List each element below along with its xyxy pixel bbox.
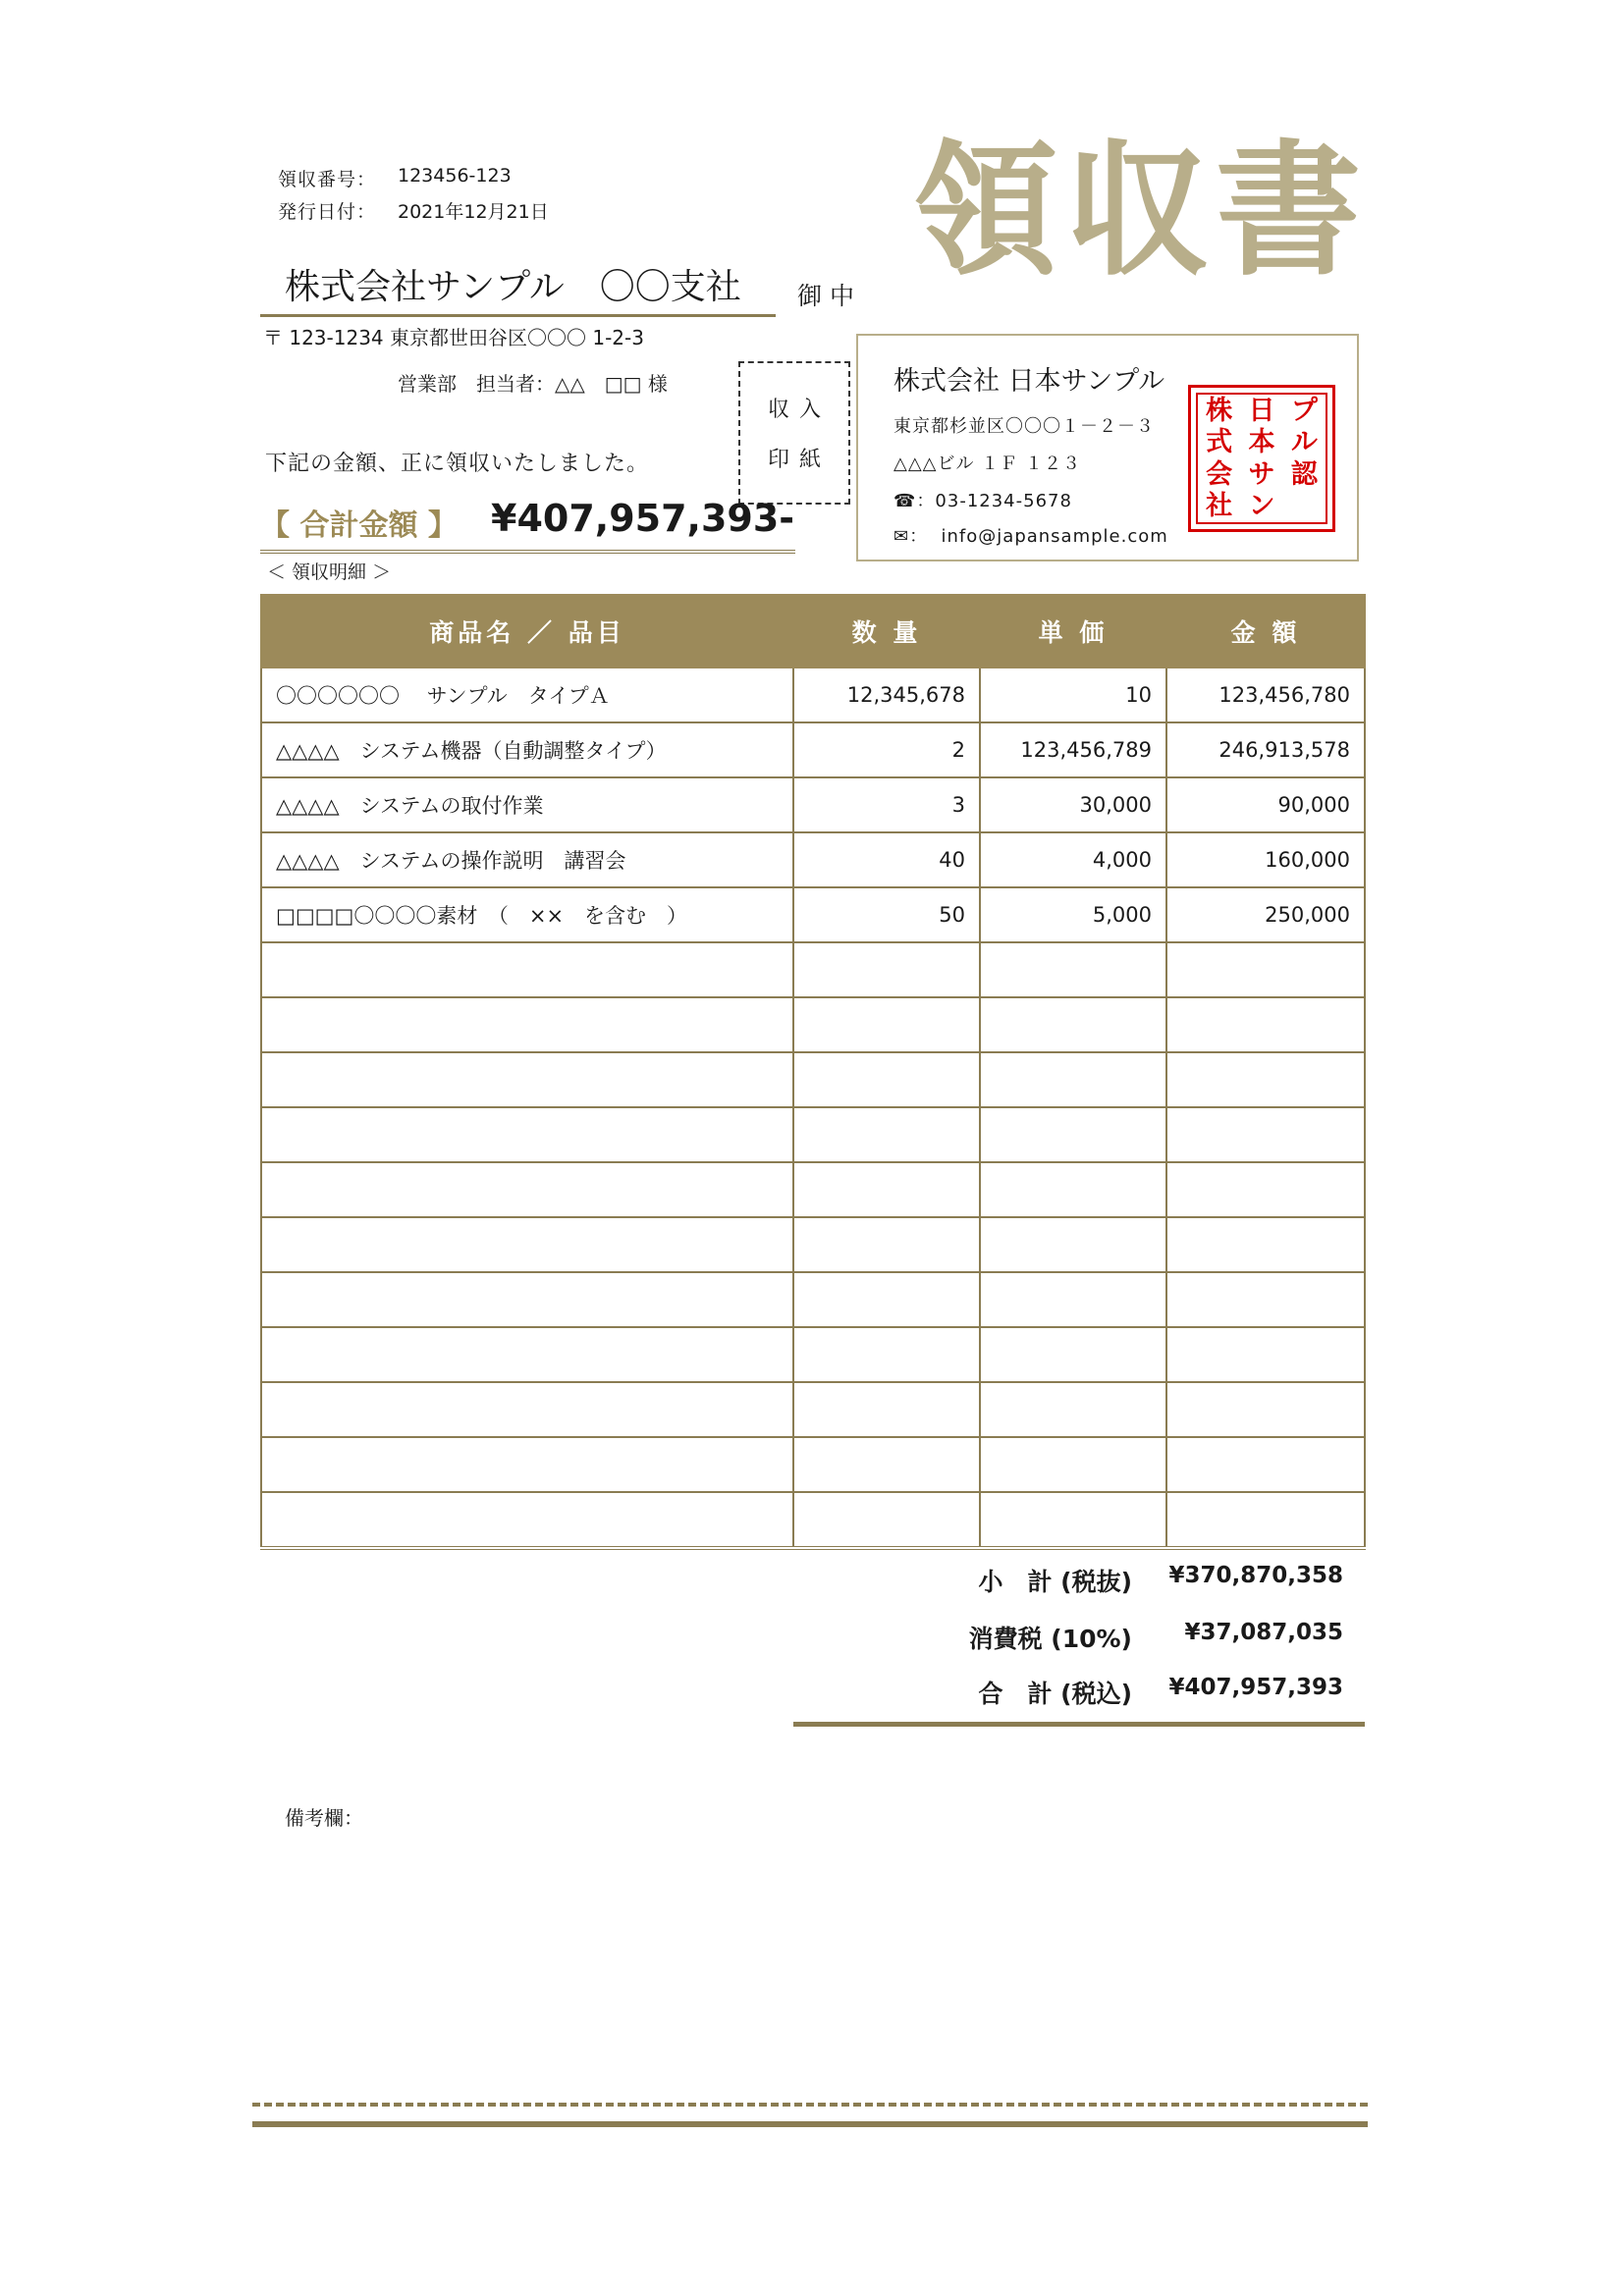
cell-unit-price: 10: [980, 667, 1166, 722]
cell-item-name: [261, 1272, 793, 1327]
footer-dashed-rule: [252, 2103, 1368, 2107]
cell-unit-price: [980, 1327, 1166, 1382]
cell-amount: [1166, 997, 1365, 1052]
cell-amount: [1166, 1327, 1365, 1382]
cell-unit-price: [980, 1162, 1166, 1217]
cell-quantity: [793, 1217, 980, 1272]
seal-character: ン: [1248, 491, 1275, 522]
cell-item-name: [261, 1492, 793, 1548]
cell-unit-price: 4,000: [980, 832, 1166, 887]
items-table-header: [261, 595, 1365, 667]
seal-character: 日: [1248, 395, 1275, 426]
cell-quantity: 3: [793, 777, 980, 832]
cell-quantity: [793, 1272, 980, 1327]
seal-character: サ: [1248, 458, 1275, 490]
cell-item-name: [261, 1327, 793, 1382]
tax-label: 消費税 (10%): [968, 1625, 1132, 1653]
grand-total-value: ¥407,957,393: [1168, 1675, 1343, 1700]
footer-solid-rule: [252, 2121, 1368, 2127]
table-row: [261, 1437, 1365, 1492]
cell-item-name: [261, 1162, 793, 1217]
cell-quantity: 12,345,678: [793, 667, 980, 722]
company-seal: [1188, 385, 1335, 532]
subtotal-row: [793, 1563, 1343, 1602]
cell-unit-price: 5,000: [980, 887, 1166, 942]
cell-item-name: [261, 1437, 793, 1492]
cell-item-name: △△△△ システムの取付作業: [261, 777, 793, 832]
cell-amount: [1166, 1217, 1365, 1272]
tax-row: [793, 1620, 1343, 1659]
seal-character: 式: [1206, 427, 1233, 458]
cell-amount: [1166, 1272, 1365, 1327]
cell-unit-price: [980, 1272, 1166, 1327]
cell-unit-price: [980, 1492, 1166, 1548]
receipt-number-row: [278, 165, 549, 191]
receipt-number-label: 領収番号：: [278, 169, 377, 190]
cell-quantity: 40: [793, 832, 980, 887]
column-header-quantity: 数 量: [793, 595, 980, 667]
table-row: [261, 1052, 1365, 1107]
cell-item-name: [261, 1382, 793, 1437]
cell-amount: [1166, 1162, 1365, 1217]
cell-unit-price: [980, 1382, 1166, 1437]
seal-character: 株: [1206, 395, 1233, 426]
issue-date: 2021年12月21日: [398, 201, 549, 223]
receipt-statement: 下記の金額、正に領収いたしました。: [265, 452, 650, 476]
seal-character: 本: [1248, 427, 1275, 458]
issuer-box: [856, 334, 1359, 561]
company-seal-characters: [1196, 393, 1327, 524]
cell-amount: [1166, 942, 1365, 997]
total-amount-label: 【 合計金額 】: [260, 508, 458, 543]
issue-date-label: 発行日付：: [278, 201, 377, 223]
column-header-amount: 金 額: [1166, 595, 1365, 667]
table-row: [261, 832, 1365, 887]
cell-unit-price: [980, 1217, 1166, 1272]
cell-item-name: △△△△ システム機器（自動調整タイプ）: [261, 722, 793, 777]
table-row: [261, 1272, 1365, 1327]
cell-amount: [1166, 1052, 1365, 1107]
cell-quantity: [793, 1162, 980, 1217]
cell-item-name: 〇〇〇〇〇〇 サンプル タイプＡ: [261, 667, 793, 722]
cell-unit-price: 30,000: [980, 777, 1166, 832]
issuer-email: ✉： info@japansample.com: [893, 526, 1168, 547]
tax-value: ¥37,087,035: [1184, 1620, 1343, 1645]
total-amount: ¥407,957,393-: [491, 497, 795, 540]
cell-item-name: [261, 1107, 793, 1162]
table-row: [261, 722, 1365, 777]
cell-amount: 250,000: [1166, 887, 1365, 942]
table-row: [261, 1382, 1365, 1437]
cell-amount: 90,000: [1166, 777, 1365, 832]
table-row: [261, 1162, 1365, 1217]
cell-item-name: △△△△ システムの操作説明 講習会: [261, 832, 793, 887]
issuer-phone: ☎：03-1234-5678: [893, 491, 1072, 511]
recipient-name: 株式会社サンプル 〇〇支社: [285, 267, 741, 307]
cell-unit-price: [980, 997, 1166, 1052]
stamp-box-line1: 収入: [767, 398, 831, 422]
table-row: [261, 667, 1365, 722]
recipient-name-block: [260, 253, 776, 317]
cell-amount: 246,913,578: [1166, 722, 1365, 777]
issuer-building: △△△ビル １Ｆ １２３: [893, 454, 1081, 474]
column-header-unit-price: 単 価: [980, 595, 1166, 667]
cell-amount: [1166, 1437, 1365, 1492]
cell-item-name: [261, 1052, 793, 1107]
recipient-address: 〒 123-1234 東京都世田谷区〇〇〇 1-2-3: [263, 326, 644, 349]
cell-quantity: [793, 997, 980, 1052]
receipt-number: 123456-123: [398, 165, 512, 187]
cell-unit-price: [980, 1052, 1166, 1107]
cell-unit-price: 123,456,789: [980, 722, 1166, 777]
items-table: [260, 594, 1366, 1550]
seal-character: プ: [1290, 395, 1318, 426]
seal-character: [1283, 491, 1326, 523]
cell-item-name: [261, 997, 793, 1052]
items-table-body: [261, 667, 1365, 1548]
column-header-item: 商品名 ／ 品目: [261, 595, 793, 667]
recipient-honorific: 御中: [797, 282, 863, 310]
issuer-name: 株式会社 日本サンプル: [893, 366, 1165, 397]
revenue-stamp-box: [738, 361, 850, 505]
summary-block: [793, 1549, 1365, 1727]
table-row: [261, 1327, 1365, 1382]
cell-unit-price: [980, 1437, 1166, 1492]
grand-total-label: 合 計 (税込): [978, 1680, 1132, 1708]
receipt-meta: [278, 165, 549, 224]
cell-amount: [1166, 1492, 1365, 1548]
seal-character: 認: [1290, 458, 1318, 490]
stamp-box-line2: 印紙: [767, 448, 831, 472]
table-row: [261, 887, 1365, 942]
cell-item-name: [261, 1217, 793, 1272]
cell-quantity: [793, 1382, 980, 1437]
detail-section-label: ＜ 領収明細 ＞: [267, 561, 392, 583]
total-amount-block: [260, 493, 795, 554]
table-row: [261, 942, 1365, 997]
seal-character: 社: [1206, 491, 1233, 522]
subtotal-label: 小 計 (税抜): [978, 1568, 1132, 1596]
cell-quantity: [793, 1492, 980, 1548]
issuer-address: 東京都杉並区〇〇〇１－２－３: [893, 416, 1155, 437]
cell-unit-price: [980, 1107, 1166, 1162]
document-title: 領収書: [913, 125, 1367, 295]
grand-total-row: [793, 1675, 1343, 1714]
cell-unit-price: [980, 942, 1166, 997]
cell-quantity: [793, 1052, 980, 1107]
cell-amount: [1166, 1382, 1365, 1437]
recipient-contact: 営業部 担当者：△△ □□ 様: [398, 372, 668, 396]
subtotal-value: ¥370,870,358: [1168, 1563, 1343, 1588]
table-row: [261, 1217, 1365, 1272]
cell-amount: 160,000: [1166, 832, 1365, 887]
seal-character: ル: [1290, 427, 1318, 458]
cell-item-name: [261, 942, 793, 997]
cell-item-name: □□□□〇〇〇〇素材 （ ×× を含む ）: [261, 887, 793, 942]
cell-quantity: [793, 1107, 980, 1162]
cell-amount: 123,456,780: [1166, 667, 1365, 722]
cell-quantity: 50: [793, 887, 980, 942]
cell-quantity: [793, 942, 980, 997]
table-row: [261, 997, 1365, 1052]
table-row: [261, 1107, 1365, 1162]
cell-amount: [1166, 1107, 1365, 1162]
table-row: [261, 777, 1365, 832]
cell-quantity: 2: [793, 722, 980, 777]
table-row: [261, 1492, 1365, 1548]
seal-character: 会: [1206, 458, 1233, 490]
issue-date-row: [278, 197, 549, 224]
cell-quantity: [793, 1327, 980, 1382]
cell-quantity: [793, 1437, 980, 1492]
notes-label: 備考欄：: [285, 1806, 363, 1830]
